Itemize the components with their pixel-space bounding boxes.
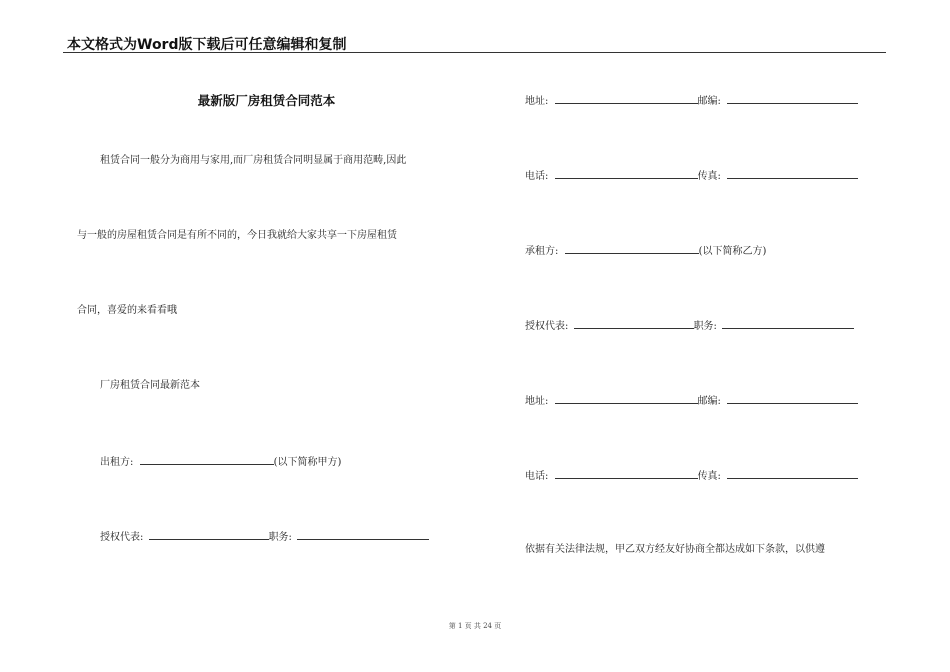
- postcode-label: 邮编:: [697, 96, 721, 107]
- lessor-row: [100, 454, 341, 470]
- page-number: 第 1 页 共 24 页: [448, 622, 502, 630]
- lessee-row: [525, 243, 766, 259]
- postcode-label: 邮编:: [697, 396, 721, 407]
- address-blank: [555, 393, 698, 404]
- lessor-suffix: (以下简称甲方): [273, 457, 342, 468]
- phone-label: 电话:: [525, 471, 549, 482]
- address-label: 地址:: [525, 96, 549, 107]
- fax-label: 传真:: [697, 171, 721, 182]
- position-blank: [722, 318, 854, 329]
- lessor-address-row: [525, 93, 858, 109]
- position-blank: [297, 529, 429, 540]
- representative-blank: [149, 529, 269, 540]
- intro-paragraph-line-1: 租赁合同一般分为商用与家用,而厂房租赁合同明显属于商用范畴,因此: [100, 155, 407, 166]
- postcode-blank: [727, 393, 858, 404]
- representative-blank: [574, 318, 694, 329]
- lessee-representative-row: [525, 318, 854, 334]
- contract-subtitle: 厂房租赁合同最新范本: [100, 380, 200, 391]
- phone-label: 电话:: [525, 171, 549, 182]
- lessor-blank: [140, 454, 274, 465]
- address-blank: [555, 93, 698, 104]
- position-label: 职务:: [693, 321, 717, 332]
- fax-blank: [727, 468, 858, 479]
- lessee-label: 承租方:: [525, 246, 559, 257]
- postcode-blank: [727, 93, 858, 104]
- header-title: 本文格式为Word版下载后可任意编辑和复制: [67, 37, 347, 53]
- intro-paragraph-line-3: 合同，喜爱的来看看哦: [77, 305, 177, 316]
- lessee-address-row: [525, 393, 858, 409]
- header-divider: [63, 52, 886, 53]
- legal-basis-text: 依据有关法律法规，甲乙双方经友好协商全都达成如下条款，以供遵: [525, 544, 825, 555]
- fax-label: 传真:: [697, 471, 721, 482]
- phone-blank: [555, 468, 698, 479]
- address-label: 地址:: [525, 396, 549, 407]
- representative-label: 授权代表:: [100, 532, 144, 543]
- representative-label: 授权代表:: [525, 321, 569, 332]
- lessor-label: 出租方:: [100, 457, 134, 468]
- lessee-suffix: (以下简称乙方): [698, 246, 767, 257]
- fax-blank: [727, 168, 858, 179]
- lessor-phone-row: [525, 168, 858, 184]
- lessee-blank: [565, 243, 699, 254]
- document-title: 最新版厂房租赁合同范本: [197, 93, 336, 108]
- lessor-representative-row: [100, 529, 429, 545]
- intro-paragraph-line-2: 与一般的房屋租赁合同是有所不同的，今日我就给大家共享一下房屋租赁: [77, 230, 397, 241]
- position-label: 职务:: [268, 532, 292, 543]
- phone-blank: [555, 168, 698, 179]
- lessee-phone-row: [525, 468, 858, 484]
